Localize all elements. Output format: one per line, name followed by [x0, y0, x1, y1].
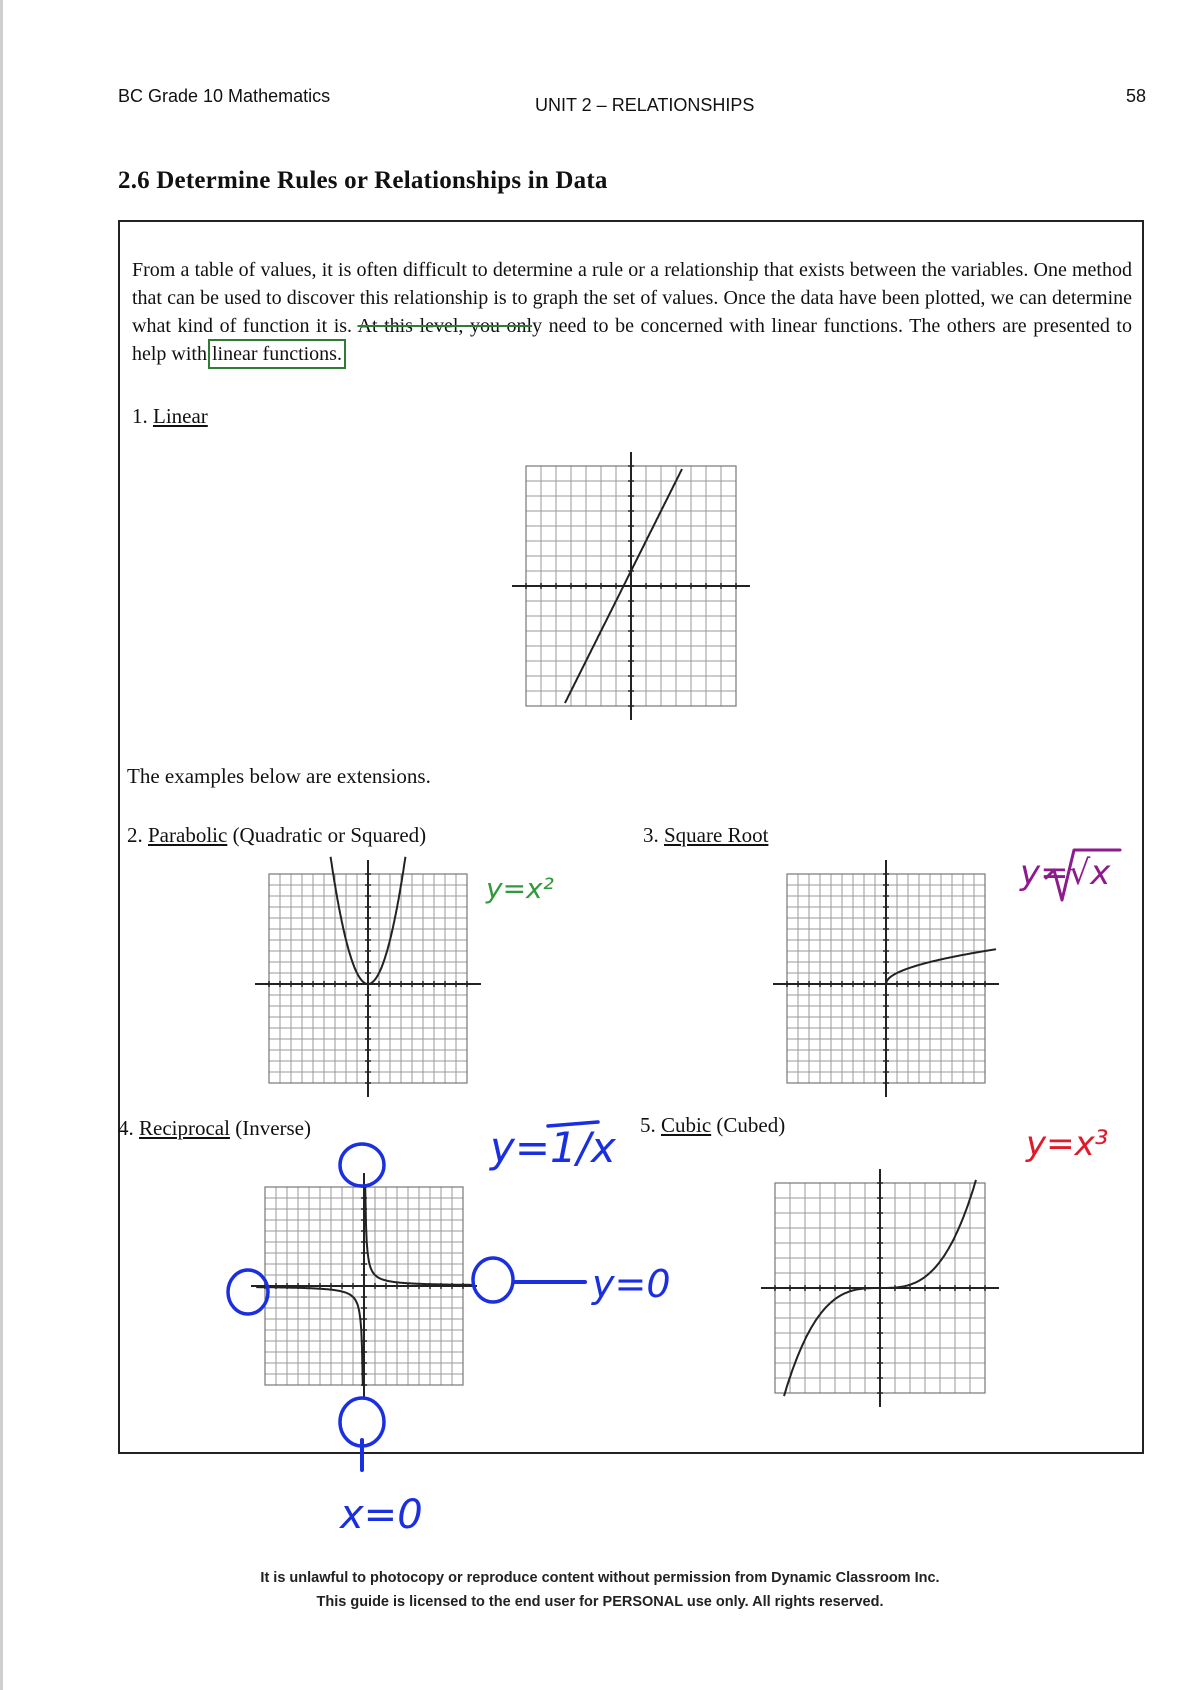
handwritten-sqrt-eq: y=√x: [1020, 853, 1111, 893]
page-number: 58: [1126, 86, 1147, 106]
extensions-note: The examples below are extensions.: [127, 764, 431, 788]
example-number: 1.: [132, 404, 148, 428]
example-name: Reciprocal: [139, 1116, 230, 1140]
handwritten-horizontal-asymptote: y=0: [592, 1262, 671, 1306]
footer-line-2: This guide is licensed to the end user for PERSONAL use only. All rights reserved.: [316, 1594, 884, 1610]
section-title: 2.6 Determine Rules or Relationships in Data: [118, 167, 608, 194]
intro-text-1: From a table of values, it is often difficult to determine a rule or a relationship that exists between the variables. One method that can be used to discover this relationship is to graph the set of values. Once the data have been plotted, we can determine what kind of function it is.: [132, 259, 1132, 337]
example-number: 5.: [640, 1113, 656, 1137]
example-number: 3.: [643, 823, 659, 847]
circle-right-icon: [473, 1258, 513, 1302]
handwritten-reciprocal-eq: y=1/x: [490, 1123, 616, 1172]
example-note: (Inverse): [229, 1116, 311, 1140]
header-unit: UNIT 2 – RELATIONSHIPS: [535, 95, 755, 115]
example-name: Cubic: [661, 1113, 712, 1137]
boxed-text: linear functions.: [212, 343, 342, 365]
example-name: Square Root: [664, 823, 769, 847]
header-course: BC Grade 10 Mathematics: [118, 86, 331, 106]
example-note: (Quadratic or Squared): [227, 823, 427, 847]
handwritten-cubic-eq: y=x³: [1026, 1124, 1109, 1164]
copyright-footer: [0, 1566, 1200, 1614]
circle-left-icon: [228, 1270, 268, 1314]
struck-text: At this level, you onl: [357, 315, 533, 337]
handwritten-vertical-asymptote: x=0: [340, 1492, 423, 1538]
handwritten-parabola-eq: y=x²: [486, 872, 554, 905]
example-name: Linear: [153, 404, 208, 428]
example-number: 4.: [118, 1116, 134, 1140]
example-name: Parabolic: [148, 823, 228, 847]
example-number: 2.: [127, 823, 143, 847]
footer-line-1: It is unlawful to photocopy or reproduce content without permission from Dynamic Classroom Inc.: [260, 1570, 940, 1586]
example-note: (Cubed): [711, 1113, 786, 1137]
intro-text-2: y need to be concerned with linear functions. The others are presented to help with: [132, 315, 1132, 365]
circle-top-icon: [340, 1144, 384, 1186]
